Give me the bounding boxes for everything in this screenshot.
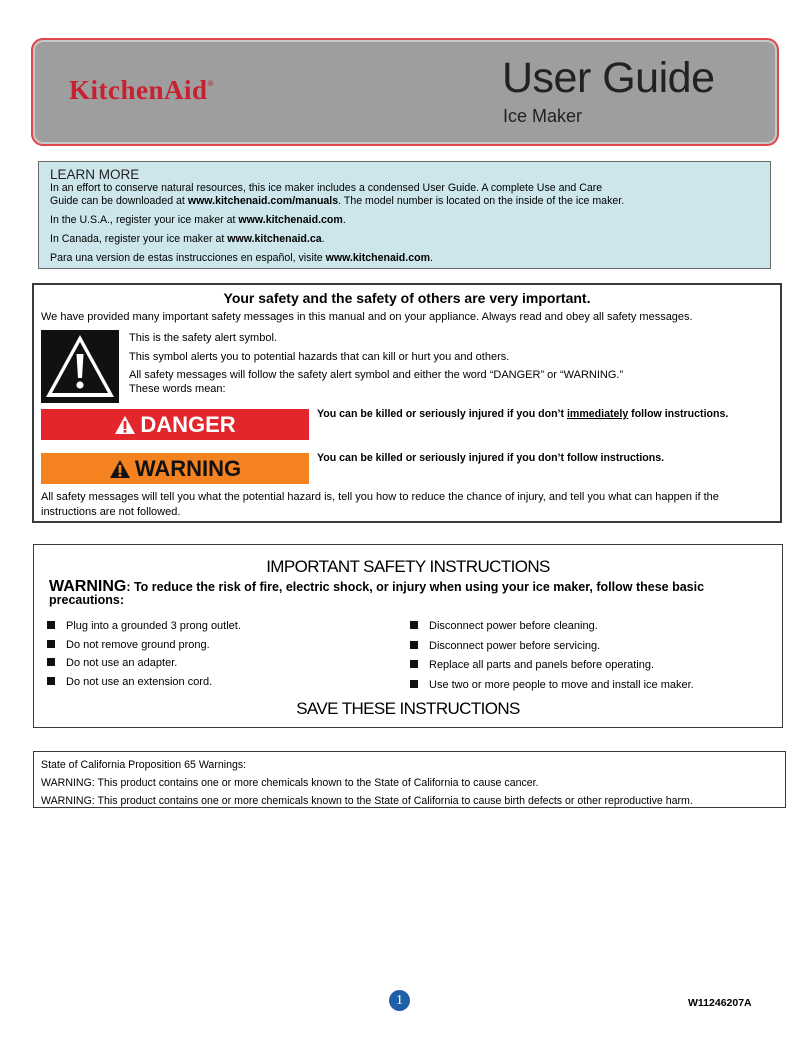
learn-more-paragraph-4 (50, 252, 760, 265)
important-warning-text: : To reduce the risk of fire, electric shock, or injury when using your ice maker, follow these basic precautions: (49, 580, 705, 607)
left-instruction-list (47, 617, 241, 691)
safety-line-2: This symbol alerts you to potential hazards that can kill or hurt you and others. (129, 351, 510, 363)
danger-word: DANGER (140, 411, 236, 437)
warning-description: You can be killed or seriously injured if you don’t follow instructions. (317, 452, 665, 464)
lm-p4-a: Para una version de estas instrucciones en español, visite (50, 252, 326, 264)
bullet-icon (410, 641, 418, 649)
alert-triangle-icon (41, 330, 119, 403)
safety-box (32, 283, 782, 523)
important-safety-box (33, 544, 783, 728)
danger-text-a: You can be killed or seriously injured if you don’t (317, 408, 567, 420)
prop65-title: State of California Proposition 65 Warnings: (41, 759, 247, 771)
bullet-icon (47, 640, 55, 648)
learn-more-heading: LEARN MORE (50, 167, 140, 182)
list-item (47, 617, 241, 636)
list-item-text: Replace all parts and panels before operating. (429, 659, 655, 671)
page-number-badge: 1 (389, 990, 410, 1011)
kitchenaid-logo (69, 75, 214, 106)
list-item (410, 656, 694, 676)
bullet-icon (410, 621, 418, 629)
bullet-icon (47, 658, 55, 666)
prop65-box (33, 751, 786, 808)
list-item (47, 636, 241, 655)
lm-p3-a: In Canada, register your ice maker at (50, 233, 228, 245)
lm-p3-b: . (321, 233, 325, 245)
list-item-text: Do not remove ground prong. (66, 638, 210, 651)
learn-more-paragraph-1 (50, 182, 760, 208)
safety-intro: We have provided many important safety messages in this manual and on your appliance. Always read and obey all safety messages. (41, 311, 693, 323)
spanish-link[interactable]: www.kitchenaid.com (325, 252, 430, 264)
lm-p1-a: In an effort to conserve natural resources, this ice maker includes a condensed User Guide. A complete Use and Care (50, 182, 603, 194)
important-heading: IMPORTANT SAFETY INSTRUCTIONS (266, 557, 550, 576)
list-item-text: Use two or more people to move and install ice maker. (429, 678, 694, 691)
important-warning (49, 580, 759, 607)
manuals-link[interactable]: www.kitchenaid.com/manuals (187, 195, 339, 207)
list-item-text: Disconnect power before servicing. (429, 639, 601, 652)
list-item (47, 673, 241, 692)
list-item-text: Do not use an adapter. (66, 657, 178, 669)
learn-more-paragraph-3 (50, 233, 760, 246)
lm-p1-c: . The model number is located on the inside of the ice maker. (338, 195, 625, 207)
canada-register-link[interactable]: www.kitchenaid.ca (227, 233, 322, 245)
list-item-text: Plug into a grounded 3 prong outlet. (66, 620, 241, 632)
safety-line-3: All safety messages will follow the safety alert symbol and either the word “DANGER” or “WARNING.” (129, 369, 624, 381)
safety-line-4: These words mean: (129, 383, 226, 395)
save-instructions-heading: SAVE THESE INSTRUCTIONS (296, 699, 520, 718)
us-register-link[interactable]: www.kitchenaid.com (238, 214, 343, 226)
list-item (47, 654, 241, 673)
lm-p2-a: In the U.S.A., register your ice maker at (50, 214, 239, 226)
list-item-text: Disconnect power before cleaning. (429, 620, 598, 632)
lm-p2-b: . (342, 214, 346, 226)
bullet-icon (47, 677, 55, 685)
list-item (410, 676, 694, 696)
lm-p4-b: . (429, 252, 433, 264)
list-item (410, 637, 694, 657)
prop65-reproductive-warning: WARNING: This product contains one or more chemicals known to the State of California to cause birth defects or other reproductive harm. (41, 795, 693, 807)
danger-label (41, 409, 309, 440)
warning-alert-icon (109, 459, 131, 479)
registered-mark: ® (207, 79, 214, 88)
lm-p1-b: Guide can be downloaded at (50, 195, 188, 207)
right-instruction-list (410, 617, 694, 695)
bullet-icon (47, 621, 55, 629)
page-subtitle: Ice Maker (503, 106, 583, 126)
prop65-cancer-warning: WARNING: This product contains one or more chemicals known to the State of California to cause cancer. (41, 777, 539, 789)
danger-alert-icon (114, 415, 136, 435)
warning-label (41, 453, 309, 484)
brand-name: KitchenAid (69, 75, 208, 105)
important-warning-word: WARNING (49, 578, 127, 595)
document-code: W11246207A (688, 997, 752, 1009)
safety-line-1: This is the safety alert symbol. (129, 332, 277, 344)
safety-alert-icon (41, 330, 119, 403)
list-item (410, 617, 694, 637)
warning-word: WARNING (134, 455, 242, 481)
page-title: User Guide (502, 54, 715, 102)
danger-text-b: follow instructions. (628, 408, 729, 420)
list-item-text: Do not use an extension cord. (66, 675, 213, 688)
danger-description (317, 408, 728, 420)
safety-footer-text: All safety messages will tell you what the potential hazard is, tell you how to reduce the chance of injury, and tell you what can happen if the instructions are not followed. (41, 491, 719, 518)
header-banner (31, 38, 779, 146)
bullet-icon (410, 680, 418, 688)
learn-more-paragraph-2 (50, 214, 760, 227)
learn-more-box (38, 161, 771, 269)
bullet-icon (410, 660, 418, 668)
danger-text-underline: immediately (566, 408, 629, 420)
safety-heading: Your safety and the safety of others are very important. (223, 290, 591, 306)
